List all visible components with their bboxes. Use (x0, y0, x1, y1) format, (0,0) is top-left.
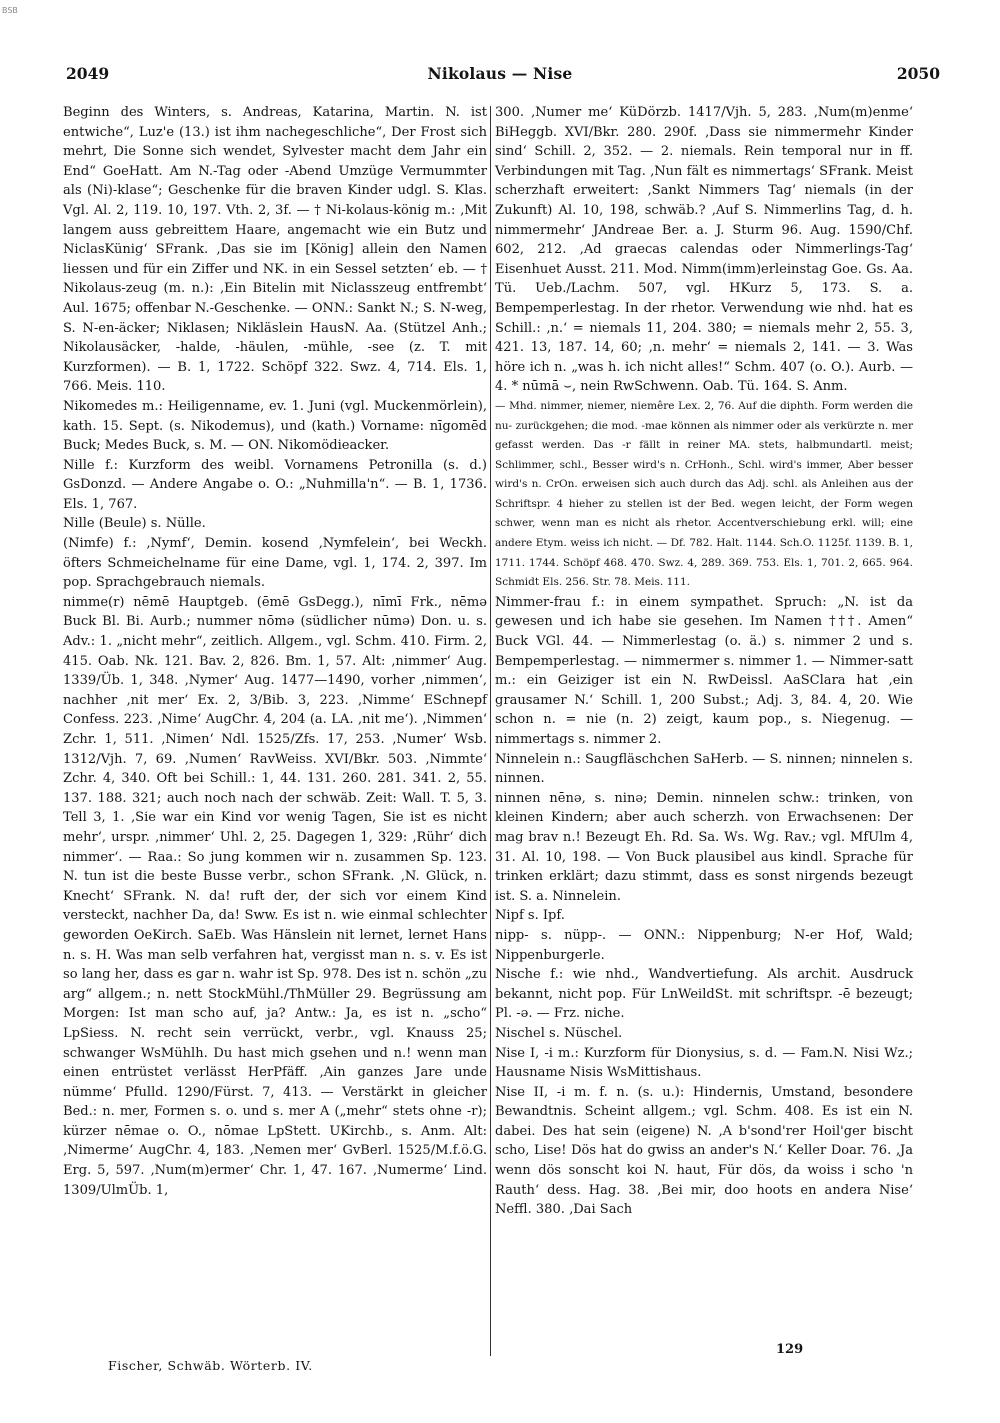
footer-page-number: 129 (776, 1342, 804, 1357)
footer-source: Fischer, Schwäb. Wörterb. IV. (108, 1358, 313, 1373)
entry-nimmer-notes: — Mhd. nimmer, niemer, niemêre Lex. 2, 76. Auf die diphth. Form werden die nu- zurückgehen; die mod. -mae können als nimmer oder als verkürzte n. mer gefasst werden. Das -r fällt in reiner MA. stets, halbmundartl. meist; Schlimmer, schl., Besser wird's n. CrHonh., Schl. wird's immer, Aber besser wird's n. CrOn. erweisen sich auch durch das Adj. schl. als Anleihen aus der Schriftspr. 4 hieher zu stellen ist der Bed. wegen leicht, der Form wegen schwer, wenn man es nicht als rhetor. Accentverschiebung erkl. will; eine andere Etym. weiss ich nicht. — Df. 782. Halt. 1144. Sch.O. 1125f. 1139. B. 1, 1711. 1744. Schöpf 468. 470. Swz. 4, 289. 369. 753. Els. 1, 701. 2, 665. 964. Schmidt Els. 256. Str. 78. Meis. 111. (495, 399, 913, 589)
entry-nikolaus-cont: Beginn des Winters, s. Andreas, Katarina, Martin. N. ist entwiche“, Luz'e (13.) ist ihm nachegeschliche“, Der Frost sich mehrt, Die Sonne sich wendet, Sylvester macht dem Jahr ein End“ GoeHatt. Am N.-Tag oder -Abend Umzüge Vermummter als (Ni)-klase“; Geschenke für die braven Kinder udgl. S. Klas. Vgl. Al. 2, 119. 10, 197. Vth. 2, 3f. — † Ni-kolaus-könig m.: ‚Mit langem auss gebreittem Haare, angemacht wie ein Butz und NiclasKünig‘ SFrank. ‚Das sie im [König] allein den Namen liessen und für ein Ziffer und NK. in ein Sessel setzten‘ eb. — † Nikolaus-zeug (m. n.): ‚Ein Bitelin mit Niclasszeug entfrembt‘ Aul. 1675; offenbar N.-Geschenke. — ONN.: Sankt N.; S. N-weg, S. N-en-äcker; Niklasen; Nikläslein HausN. Aa. (Stützel Anh.; Nikolausäcker, -halde, -häulen, -mühle, -see (z. T. mit Kurzformen). — B. 1, 1722. Schöpf 322. Swz. 4, 714. Els. 1, 766. Meis. 110. (63, 105, 487, 395)
entry-nille: Nille f.: Kurzform des weibl. Vornamens Petronilla (s. d.) GsDonzd. — Andere Angabe o. O.: „Nuhmilla'n“. — B. 1, 1736. Els. 1, 767. (63, 457, 487, 512)
right-column (495, 103, 913, 1220)
entry-nipp: nipp- s. nüpp-. — ONN.: Nippenburg; N-er Hof, Wald; Nippenburgerle. (495, 927, 913, 963)
left-column (63, 103, 487, 1200)
entry-nimmer-frau: Nimmer-frau f.: in einem sympathet. Spruch: „N. ist da gewesen und ich habe sie gesehen. Im Namen †††. Amen“ Buck VGl. 44. — Nimmerlestag (o. ä.) s. nimmer 2 und s. Bempemperlestag. — nimmermer s. nimmer 1. — Nimmer-satt m.: ein Geiziger ist ein N. RwDeissl. AaSClara hat ‚ein grausamer N.‘ Schill. 1, 200 Subst.; Adj. 3, 84. 4, 20. Wie schon n. = nie (n. 2) zeigt, kaum pop., s. Niegenug. — nimmertags s. nimmer 2. (495, 594, 913, 747)
running-title: Nikolaus — Nise (427, 64, 573, 83)
page-number-right: 2050 (896, 64, 940, 83)
entry-nimmer: nimme(r) nēmē Hauptgeb. (ēmē GsDegg.), nīmī Frk., nēmə Buck Bl. Bi. Aurb.; nummer nōmə (südlicher nūmə) Don. u. s. Adv.: 1. „nicht mehr“, zeitlich. Allgem., vgl. Schm. 410. Firm. 2, 415. Oab. Nk. 121. Bav. 2, 826. Bm. 1, 57. Alt: ‚nimmer‘ Aug. 1339/Üb. 1, 348. ‚Nymer‘ Aug. 1477—1490, vorher ‚nimmen‘, nachher ‚nit mer‘ Ex. 2, 3/Bib. 3, 223. ‚Nimme‘ ESchnepf Confess. 223. ‚Nime‘ AugChr. 4, 204 (a. LA. ‚nit me‘). ‚Nimmen‘ Zchr. 1, 511. ‚Nimen‘ Ndl. 1525/Zfs. 17, 253. ‚Numer‘ Wsb. 1312/Vjh. 7, 69. ‚Numen‘ RavWeiss. XVI/Bkr. 503. ‚Nimmte‘ Zchr. 4, 340. Oft bei Schill.: 1, 44. 131. 260. 281. 341. 2, 55. 137. 188. 321; auch noch nach der schwäb. Zeit: Wall. T. 5, 3. Tell 3, 1. ‚Sie war ein Kind vor wenig Tagen, Sie ist es nicht mehr‘, urspr. ‚nimmer‘ Uhl. 2, 25. Dagegen 1, 329: ‚Rühr‘ dich nimmer‘. — Raa.: So jung kommen wir n. zusammen Sp. 123. N. tun ist die beste Busse verbr., schon SFrank. ‚N. Glück, n. Knecht‘ SFrank. N. da! ruft der, der sich vor einem Kind versteckt, nachher Da, da! Sww. Es ist n. wie einmal schlechter geworden OeKirch. SaEb. Was Hänslein nit lernet, lernet Hans n. s. H. Was man selb verfahren hat, vergisst man n. s. v. Es ist so lang her, dass es gar n. wahr ist Sp. 978. Des ist n. schön „zu arg“ allgem.; n. nett StockMühl./ThMüller 29. Begrüssung am Morgen: Ist man scho auf, ja? Antw.: Ja, es ist n. „scho“ LpSiess. N. recht sein verrückt, verbr., vgl. Knauss 25; schwanger WsMühlh. Du hast mich gsehen und n.! wenn man einen entrüstet verlässt HerPfäff. ‚Ain ganzes Jare unde nümme‘ Pfulld. 1290/Fürst. 7, 413. — Verstärkt in gleicher Bed.: n. mer, Formen s. o. und s. mer A („mehr“ stets ohne -r); kürzer nēmae o. O., nōmae LpStett. UKirchb., s. Anm. Alt: ‚Nimerme‘ AugChr. 4, 183. ‚Nemen mer‘ GvBerl. 1525/M.f.ö.G. Erg. 5, 597. ‚Num(m)ermer‘ Chr. 1, 47. 167. ‚Numerme‘ Lind. 1309/UlmÜb. 1, (63, 594, 487, 1198)
entry-nimfe: (Nimfe) f.: ‚Nymf‘, Demin. kosend ‚Nymfelein‘, bei Weckh. öfters Schmeichelname für eine Dame, vgl. 1, 174. 2, 397. Im pop. Sprachgebrauch niemals. (63, 536, 487, 591)
library-stamp: BSB (2, 6, 18, 15)
entry-nise-2: Nise II, -i m. f. n. (s. u.): Hindernis, Umstand, besondere Bewandtnis. Scheint allgem.; vgl. Schm. 408. Es ist ein N. dabei. Des hat sein (eigene) N. ‚A b'sond'rer Hoil'ger bischt scho, Lise! Dös hat do gwiss an ander's N.‘ Keller Doar. 76. ‚Ja wenn dös sonscht koi N. haut, Für dös, da woiss i scho 'n Rauth‘ dess. Hag. 38. ‚Bei mir, doo hoots en andera Nise‘ Neffl. 380. ‚Dai Sach (495, 1084, 913, 1218)
entry-ninnen: ninnen nēnə, s. ninə; Demin. ninnelen schw.: trinken, von kleinen Kindern; aber auch scherzh. von Erwachsenen: Der mag brav n.! Bezeugt Eh. Rd. Sa. Ws. Wg. Rav.; vgl. MfUlm 4, 31. Al. 10, 198. — Von Buck plausibel aus kindl. Sprache für trinken erklärt; dazu stimmt, dass es sonst nirgends bezeugt ist. S. a. Ninnelein. (495, 790, 913, 904)
entry-nise-1: Nise I, -i m.: Kurzform für Dionysius, s. d. — Fam.N. Nisi Wz.; Hausname Nisis WsMittishaus. (495, 1045, 913, 1081)
column-divider (490, 106, 491, 1356)
entry-nipf: Nipf s. Ipf. (495, 908, 565, 924)
entry-nischel: Nischel s. Nüschel. (495, 1025, 623, 1041)
entry-nikomedes: Nikomedes m.: Heiligenname, ev. 1. Juni (vgl. Muckenmörlein), kath. 15. Sept. (s. Nikodemus), und (kath.) Vorname: nīgomēd Buck; Medes Buck, s. M. — ON. Nikomödieacker. (63, 398, 487, 454)
entry-nische: Nische f.: wie nhd., Wandvertiefung. Als archit. Ausdruck bekannt, nicht pop. Für LnWeildSt. mit schriftspr. -ē bezeugt; Pl. -ə. — Frz. niche. (495, 967, 913, 1022)
entry-nimmer-cont: 300. ‚Numer me‘ KüDörzb. 1417/Vjh. 5, 283. ‚Num(m)enme‘ BiHeggb. XVI/Bkr. 280. 290f. ‚Dass sie nimmermehr Kinder sind‘ Schill. 2, 352. — 2. niemals. Rein temporal nur in ff. Verbindungen mit Tag. ‚Nun fält es nimmertags‘ SFrank. Meist scherzhaft erweitert: ‚Sankt Nimmers Tag‘ niemals (in der Zukunft) Al. 10, 198, schwäb.? ‚Auf S. Nimmerlins Tag, d. h. nimmermehr‘ JAndreae Ber. a. J. Sturm 96. Aug. 1590/Chf. 602, 212. ‚Ad graecas calendas oder Nimmerlings-Tag‘ Eisenhuet Ausst. 211. Mod. Nimm(imm)erleinstag Goe. Gs. Aa. Tü. Ueb./Lachm. 507, vgl. HKurz 5, 173. S. a. Bempemperlestag. In der rhetor. Verwendung wie nhd. hat es Schill.: ‚n.‘ = niemals 11, 204. 380; = niemals mehr 2, 55. 3, 421. 13, 187. 14, 60; ‚n. mehr‘ = niemals 2, 141. — 3. Was höre ich n. „was h. ich nicht alles!“ Schm. 407 (o. O.). Aurb. — 4. * nūmā ⌣, nein RwSchwenn. Oab. Tü. 164. S. Anm. (495, 105, 913, 395)
entry-nille-beule: Nille (Beule) s. Nülle. (63, 516, 206, 532)
entry-ninnelein: Ninnelein n.: Saugfläschchen SaHerb. — S. ninnen; ninnelen s. ninnen. (495, 751, 913, 787)
page-number-left: 2049 (66, 64, 110, 83)
